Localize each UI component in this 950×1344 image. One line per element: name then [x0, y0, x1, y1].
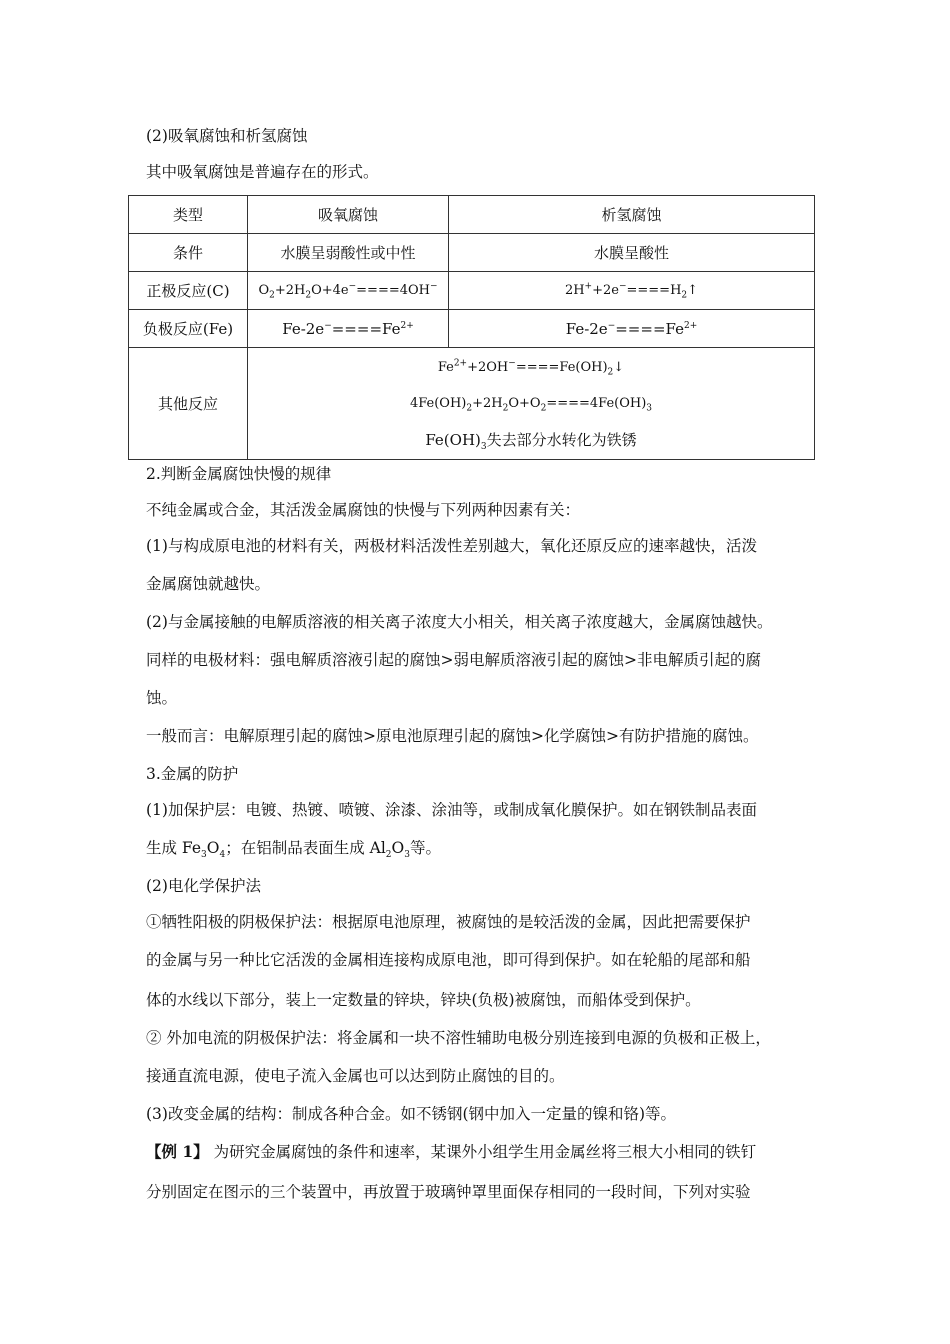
subsection-heading: (2)吸氧腐蚀和析氢腐蚀: [146, 127, 308, 145]
other-reaction-3: $Fe(OH)_3$失去部分水转化为铁锈: [425, 430, 637, 452]
intro-text: 其中吸氧腐蚀是普遍存在的形式。: [146, 163, 379, 181]
row-label: 负极反应(Fe): [129, 310, 248, 348]
paragraph: 不纯金属或合金，其活泼金属腐蚀的快慢与下列两种因素有关：: [146, 501, 581, 519]
section-2-title: 2.判断金属腐蚀快慢的规律: [146, 465, 332, 483]
paragraph: 蚀。: [146, 689, 178, 707]
cell-hydrogen-cathode-equation: $2H^++2e^-====H_2↑$: [449, 272, 815, 310]
paragraph: (3)改变金属的结构：制成各种合金。如不锈钢(钢中加入一定量的镍和铬)等。: [146, 1105, 677, 1123]
section-3-title: 3.金属的防护: [146, 765, 239, 783]
table-row-other: [129, 348, 815, 460]
cell-hydrogen-anode-equation: $Fe-2e^-====Fe^{2+}$: [449, 310, 815, 348]
paragraph: (2)电化学保护法: [146, 877, 261, 895]
cell-oxygen-cathode-equation: $O_2+2H_2O+4e^-====4OH^-$: [248, 272, 449, 310]
cell-oxygen-anode-equation: $Fe-2e^-====Fe^{2+}$: [248, 310, 449, 348]
cell-oxygen-condition: 水膜呈弱酸性或中性: [248, 234, 449, 272]
row-label: 条件: [129, 234, 248, 272]
paragraph: (2)与金属接触的电解质溶液的相关离子浓度大小相关，相关离子浓度越大，金属腐蚀越快。: [146, 613, 773, 631]
header-hydrogen-evolution: 析氢腐蚀: [449, 196, 815, 234]
example-tag: 【例 1】: [146, 1142, 209, 1161]
paragraph: 接通直流电源，使电子流入金属也可以达到防止腐蚀的目的。: [146, 1067, 565, 1085]
table-row-cathode: [129, 272, 815, 310]
row-label: 其他反应: [129, 348, 248, 460]
table-row-anode: [129, 310, 815, 348]
row-label: 正极反应(C): [129, 272, 248, 310]
header-type: 类型: [129, 196, 248, 234]
table-row-condition: [129, 234, 815, 272]
paragraph: ①牺牲阳极的阴极保护法：根据原电池原理，被腐蚀的是较活泼的金属，因此把需要保护: [146, 913, 751, 931]
cell-hydrogen-condition: 水膜呈酸性: [449, 234, 815, 272]
paragraph: 分别固定在图示的三个装置中，再放置于玻璃钟罩里面保存相同的一段时间，下列对实验: [146, 1183, 751, 1201]
corrosion-comparison-table: [128, 195, 815, 460]
paragraph: 同样的电极材料：强电解质溶液引起的腐蚀>弱电解质溶液引起的腐蚀>非电解质引起的腐: [146, 651, 761, 669]
other-reaction-2: $4Fe(OH)_2+2H_2O+O_2====4Fe(OH)_3$: [409, 395, 653, 414]
paragraph: 生成 $Fe_3O_4$；在铝制品表面生成 $Al_2O_3$等。: [146, 839, 441, 861]
table-header-row: [129, 196, 815, 234]
paragraph: 金属腐蚀就越快。: [146, 575, 271, 593]
example-paragraph: 【例 1】 为研究金属腐蚀的条件和速率，某课外小组学生用金属丝将三根大小相同的铁钉: [146, 1142, 757, 1161]
paragraph: 体的水线以下部分，装上一定数量的锌块，锌块(负极)被腐蚀，而船体受到保护。: [146, 991, 701, 1009]
cell-other-reactions: [248, 348, 815, 460]
paragraph: (1)加保护层：电镀、热镀、喷镀、涂漆、涂油等，或制成氧化膜保护。如在钢铁制品表面: [146, 801, 757, 819]
header-oxygen-absorption: 吸氧腐蚀: [248, 196, 449, 234]
paragraph: ② 外加电流的阴极保护法：将金属和一块不溶性辅助电极分别连接到电源的负极和正极上，: [146, 1029, 771, 1047]
other-reaction-1: $Fe^{2+}+2OH^-====Fe(OH)_2↓$: [437, 358, 625, 378]
paragraph: 的金属与另一种比它活泼的金属相连接构成原电池，即可得到保护。如在轮船的尾部和船: [146, 951, 751, 969]
paragraph: (1)与构成原电池的材料有关，两极材料活泼性差别越大，氧化还原反应的速率越快，活泼: [146, 537, 757, 555]
paragraph: 一般而言：电解原理引起的腐蚀>原电池原理引起的腐蚀>化学腐蚀>有防护措施的腐蚀。: [146, 727, 759, 745]
